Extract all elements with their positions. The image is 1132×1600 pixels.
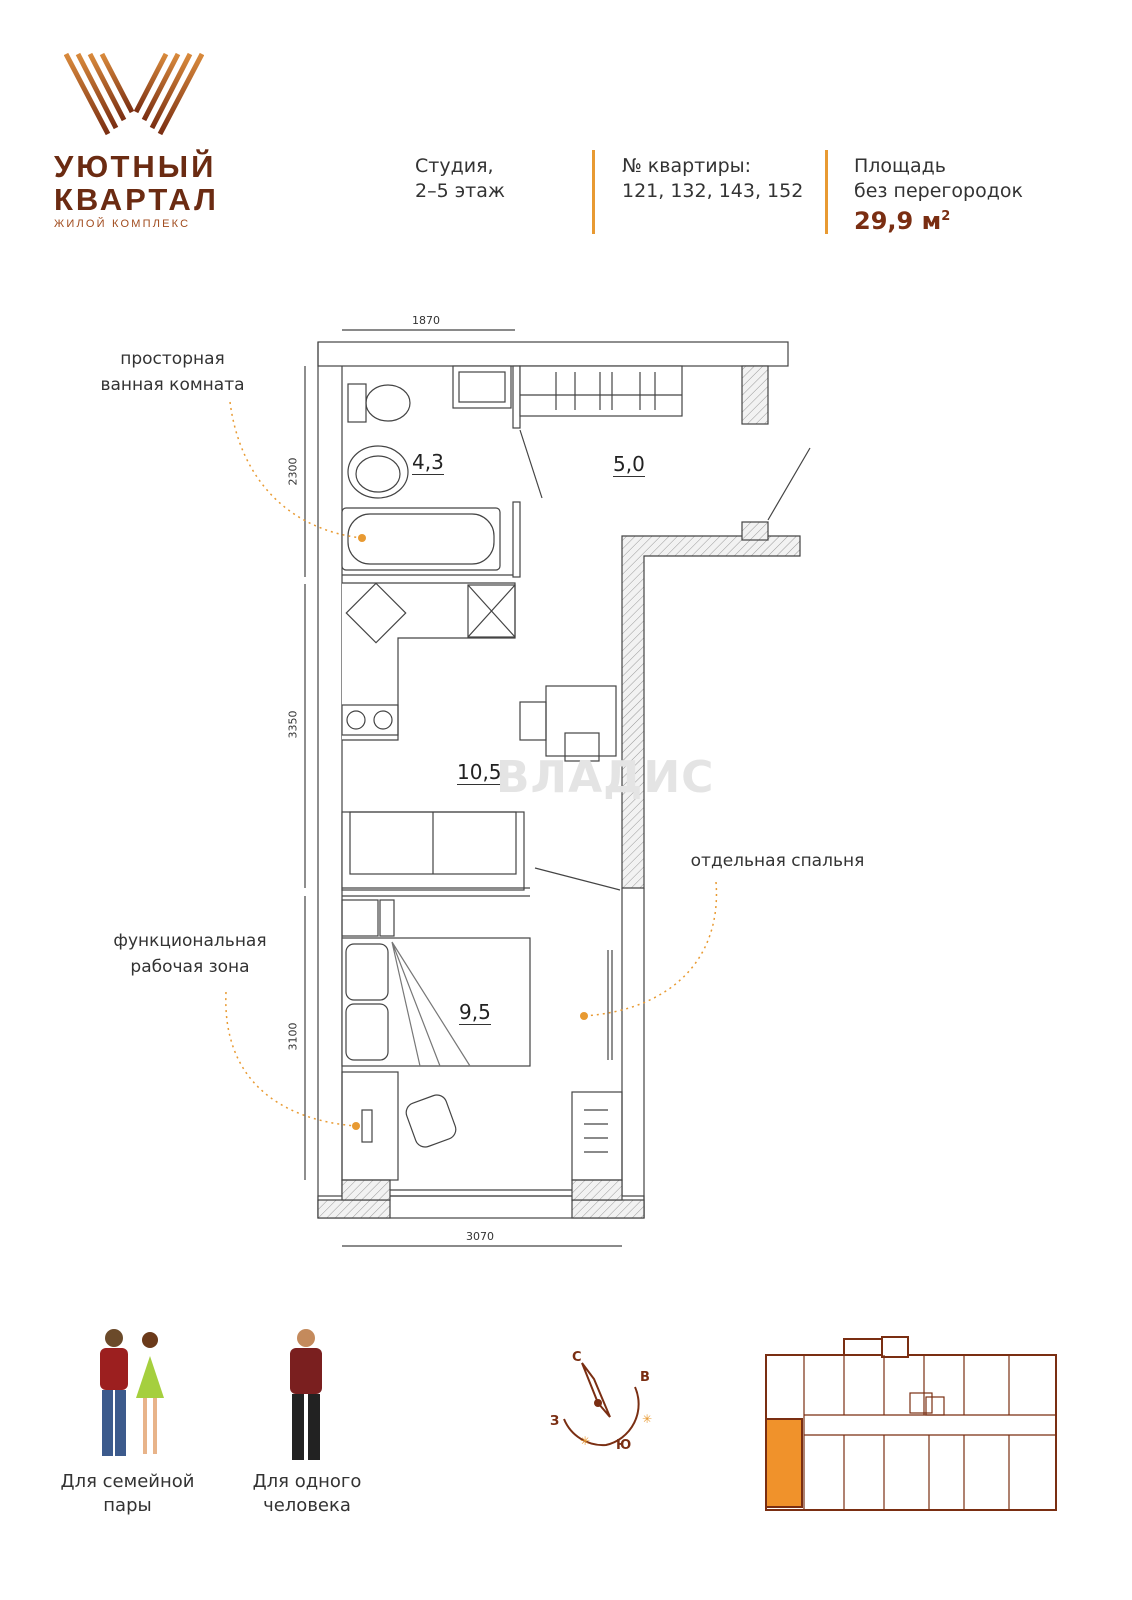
dimension-left-2: 3350	[286, 710, 300, 739]
type-line1: Студия,	[415, 155, 494, 177]
room-area-hall: 5,0	[613, 452, 645, 476]
room-area-bathroom: 4,3	[412, 450, 444, 474]
single-person-icon	[282, 1328, 330, 1464]
room-area-kitchen-living: 10,5	[457, 760, 502, 784]
room-area-bedroom: 9,5	[459, 1000, 491, 1024]
dimension-top: 1870	[412, 314, 440, 327]
svg-text:✳: ✳	[642, 1412, 653, 1426]
building-keyplan	[764, 1335, 1060, 1513]
highlighted-apartment	[766, 1419, 802, 1507]
area-value: 29,9 $м^2$	[854, 207, 951, 235]
compass-icon	[550, 1345, 670, 1465]
compass-south: Ю	[616, 1438, 632, 1453]
bedroom-callout: отдельная спальня	[690, 851, 865, 871]
watermark: ВЛАДИС	[496, 752, 715, 803]
logo-title-line2: КВАРТАЛ	[54, 182, 219, 217]
dimension-left-3: 3100	[286, 1022, 300, 1051]
couple-label: Для семейной пары	[60, 1471, 195, 1516]
couple-icon	[88, 1326, 184, 1464]
compass-east: В	[640, 1370, 650, 1385]
wall-segment	[742, 366, 768, 424]
type-line2: 2–5 этаж	[415, 180, 505, 202]
dimension-left-1: 2300	[286, 457, 300, 486]
logo-subtitle: ЖИЛОЙ КОМПЛЕКС	[54, 218, 191, 230]
bathroom-callout: просторная ванная комната	[100, 349, 245, 395]
apt-numbers: 121, 132, 143, 152	[622, 180, 804, 202]
compass-north: С	[572, 1350, 582, 1365]
dimension-bottom: 3070	[466, 1230, 494, 1243]
single-label: Для одного человека	[252, 1471, 362, 1516]
wall-hatched	[622, 536, 800, 888]
workzone-callout: функциональная рабочая зона	[113, 931, 267, 977]
svg-text:✳: ✳	[580, 1434, 591, 1448]
logo-title-line1: УЮТНЫЙ	[54, 149, 217, 184]
compass-west: З	[550, 1414, 560, 1429]
apt-label: № квартиры:	[622, 155, 752, 177]
area-label-line2: без перегородок	[854, 180, 1023, 202]
area-label-line1: Площадь	[854, 155, 946, 177]
